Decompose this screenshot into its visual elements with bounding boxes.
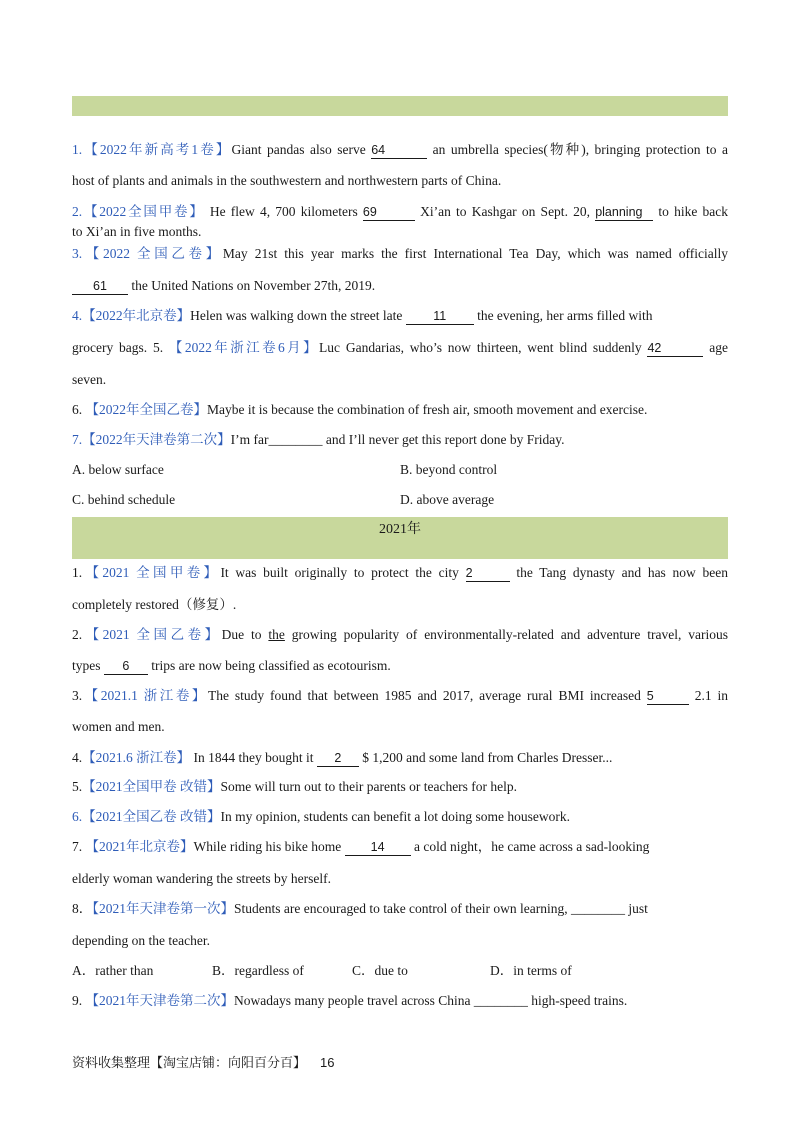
answer-blank: 2 xyxy=(466,566,510,582)
option-c: C．due to xyxy=(352,963,408,978)
answer-blank: 64 xyxy=(371,143,427,159)
q2021-2-line2: types 6 trips are now being classified as ecotourism. xyxy=(72,658,391,673)
source-tag: 【2022年北京卷】 xyxy=(82,308,191,323)
option-d: D．in terms of xyxy=(490,963,572,978)
source-tag: 【2021全国乙卷 改错】 xyxy=(82,809,221,824)
answer-blank: 11 xyxy=(406,309,474,325)
q2021-8-line1: 8．【2021年天津卷第一次】Students are encouraged to take control of their own learning, ________ just xyxy=(72,901,648,916)
answer-blank: 6 xyxy=(104,659,148,675)
footer-text: 资料收集整理【淘宝店铺：向阳百分百】 xyxy=(72,1056,307,1071)
source-tag: 【2022 全国乙卷】 xyxy=(82,246,223,261)
answer-blank: 69 xyxy=(363,205,415,221)
q2022-3-line1: 3.【2022 全国乙卷】May 21st this year marks the first International Tea Day, which was named officially xyxy=(72,246,728,261)
answer-blank: 61 xyxy=(72,279,128,295)
q2021-8-line2: depending on the teacher. xyxy=(72,933,210,948)
section-header-band xyxy=(72,96,728,116)
q2022-1-line1: 1.【2022年新高考1卷】Giant pandas also serve 64 an umbrella species(物种), bringing protection to a xyxy=(72,142,728,157)
source-tag: 【2021年天津卷第一次】 xyxy=(92,901,234,916)
source-tag: 【2021 全国乙卷】 xyxy=(82,627,222,642)
source-tag: 【2021全国甲卷 改错】 xyxy=(82,779,221,794)
source-tag: 【2021年北京卷】 xyxy=(85,839,194,854)
q2022-6: 6. 【2022年全国乙卷】Maybe it is because the combination of fresh air, smooth movement and exercise. xyxy=(72,402,648,417)
source-tag: 【2021年天津卷第二次】 xyxy=(85,993,234,1008)
source-tag: 【2022年天津卷第二次】 xyxy=(82,432,231,447)
answer-blank: planning xyxy=(595,205,653,221)
source-tag: 【2021.6 浙江卷】 xyxy=(82,750,191,765)
q2022-1-line2: host of plants and animals in the southwestern and northwestern parts of China. xyxy=(72,173,502,188)
source-tag: 【2021 全国甲卷】 xyxy=(82,565,221,580)
q2021-3-line1: 3.【2021.1 浙江卷】The study found that between 1985 and 2017, average rural BMI increased 5 2.1 in xyxy=(72,688,728,703)
q2022-4-line1: 4.【2022年北京卷】Helen was walking down the street late 11 the evening, her arms filled with xyxy=(72,308,653,323)
option-c: C. behind schedule xyxy=(72,492,176,507)
q2021-2-line1: 2.【2021 全国乙卷】Due to the growing popularity of environmentally-related and adventure travel, various xyxy=(72,627,729,642)
source-tag: 【2021.1 浙江卷】 xyxy=(82,688,208,703)
q2021-3-line2: women and men. xyxy=(72,719,165,734)
option-b: B. beyond control xyxy=(400,462,498,477)
q2022-3-line2: 61 the United Nations on November 27th, 2019. xyxy=(72,277,728,295)
option-a: A．rather than xyxy=(72,963,154,978)
section-2021-header xyxy=(72,517,728,559)
answer-blank: 2 xyxy=(317,751,359,767)
source-tag: 【2022年全国乙卷】 xyxy=(85,402,207,417)
page-number: 16 xyxy=(320,1055,335,1070)
q2021-1-line1: 1.【2021 全国甲卷】It was built originally to protect the city 2 the Tang dynasty and has now been xyxy=(72,565,729,580)
q2022-7: 7.【2022年天津卷第二次】I’m far________ and I’ll never get this report done by Friday. xyxy=(72,432,565,447)
q2022-4-5-line: grocery bags. 5. 【2022年浙江卷6月】Luc Gandarias, who’s now thirteen, went blind suddenly 42 age xyxy=(72,340,728,355)
q2022-5-line2: seven. xyxy=(72,372,107,387)
q2021-6: 6.【2021全国乙卷 改错】In my opinion, students can benefit a lot doing some housework. xyxy=(72,809,570,824)
q2021-1-line2: completely restored（修复）. xyxy=(72,597,237,612)
page-footer xyxy=(72,1052,334,1071)
answer-blank: 14 xyxy=(345,840,411,856)
option-d: D. above average xyxy=(400,492,495,507)
answer-blank: 42 xyxy=(647,341,703,357)
source-tag: 【2022年新高考1卷】 xyxy=(82,142,232,157)
source-tag: 【2022全国甲卷】 xyxy=(82,204,205,219)
q2022-2-line2: to Xi’an in five months. xyxy=(72,224,202,239)
q2022-2-line1: 2.【2022全国甲卷】 He flew 4, 700 kilometers 69 Xi’an to Kashgar on Sept. 20, planning to hike back xyxy=(72,204,729,219)
q2021-4: 4.【2021.6 浙江卷】 In 1844 they bought it 2 $ 1,200 and some land from Charles Dresser... xyxy=(72,750,613,765)
q2021-9: 9. 【2021年天津卷第二次】Nowadays many people travel across China ________ high-speed trains. xyxy=(72,993,628,1008)
option-a: A. below surface xyxy=(72,462,164,477)
section-2021-title: 2021年 xyxy=(379,522,421,537)
q2021-7-line1: 7. 【2021年北京卷】While riding his bike home 14 a cold night，he came across a sad-looking xyxy=(72,839,650,854)
option-b: B．regardless of xyxy=(212,963,304,978)
q2021-5: 5.【2021全国甲卷 改错】Some will turn out to their parents or teachers for help. xyxy=(72,779,518,794)
q2021-7-line2: elderly woman wandering the streets by herself. xyxy=(72,871,332,886)
source-tag: 【2022年浙江卷6月】 xyxy=(168,340,320,355)
answer-blank: 5 xyxy=(647,689,689,705)
